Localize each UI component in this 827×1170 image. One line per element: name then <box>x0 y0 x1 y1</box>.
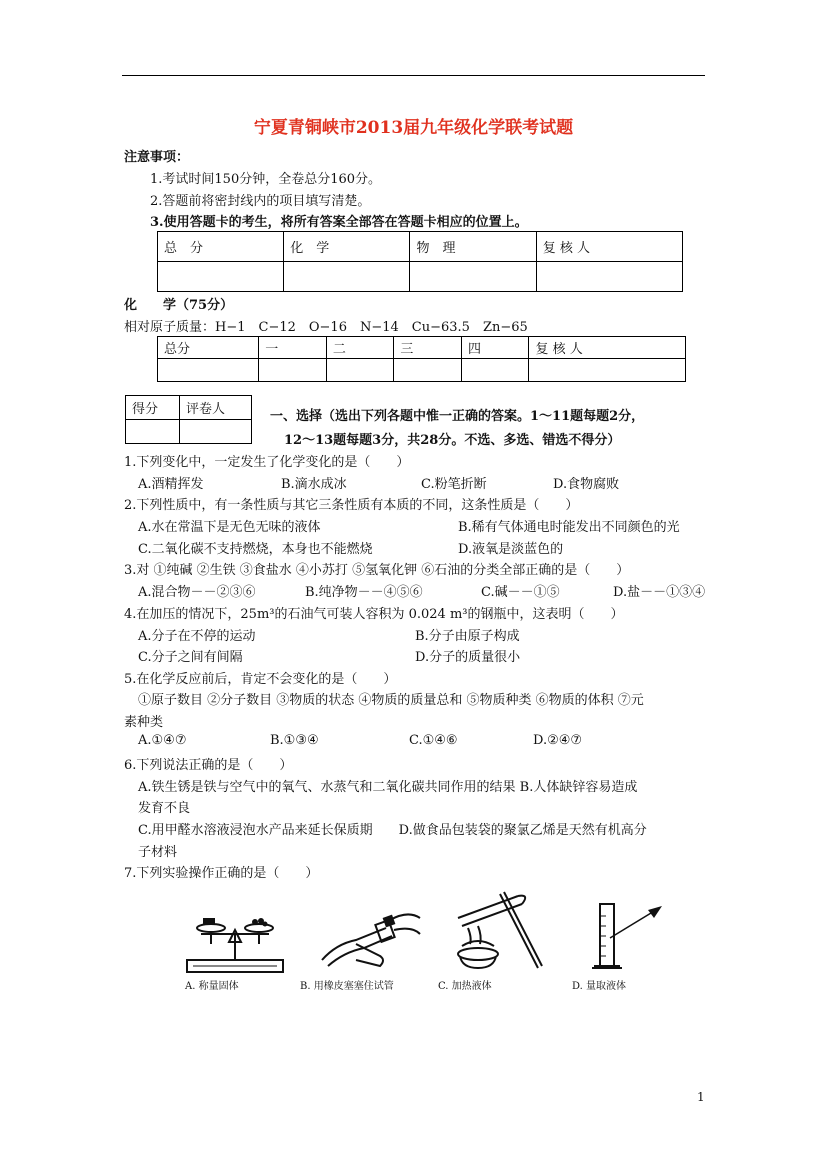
option[interactable]: A.混合物－－②③⑥ <box>138 585 256 600</box>
score-cell[interactable] <box>461 359 529 382</box>
score-header: 二 <box>326 337 394 359</box>
option[interactable]: A.水在常温下是无色无味的液体 <box>138 520 321 535</box>
score-header: 四 <box>461 337 529 359</box>
test-tube-stopper-figure <box>316 900 426 974</box>
notice-item: 3.使用答题卡的考生，将所有答案全部答在答题卡相应的位置上。 <box>150 215 528 230</box>
grader-header: 评卷人 <box>180 396 252 420</box>
section-label: 化 学（75分） <box>124 298 234 313</box>
option[interactable]: B.稀有气体通电时能发出不同颜色的光 <box>458 520 680 535</box>
notice-heading: 注意事项： <box>124 150 190 165</box>
option[interactable]: A.分子在不停的运动 <box>138 629 256 644</box>
score-cell[interactable] <box>284 262 410 292</box>
notice-item: 1.考试时间150分钟，全卷总分160分。 <box>150 172 382 187</box>
measuring-cylinder-figure <box>590 896 666 974</box>
page-number: 1 <box>697 1090 705 1104</box>
option-cont: 子材料 <box>138 845 178 860</box>
option[interactable]: A.①④⑦ <box>138 733 187 748</box>
question-4: 4.在加压的情况下，25m³的石油气可装人容积为 0.024 m³的钢瓶中，这表明（ ） <box>124 607 624 622</box>
option[interactable]: D.食物腐败 <box>553 477 620 492</box>
score-cell[interactable] <box>158 262 284 292</box>
option[interactable]: C.粉笔折断 <box>421 477 487 492</box>
option[interactable]: D.液氧是淡蓝色的 <box>458 542 564 557</box>
option[interactable]: D.分子的质量很小 <box>415 650 521 665</box>
top-rule <box>122 75 705 76</box>
question-5-items-cont: 素种类 <box>124 715 164 730</box>
figure-caption-d: D. 量取液体 <box>572 981 627 992</box>
score-header: 一 <box>259 337 327 359</box>
score-cell[interactable] <box>394 359 462 382</box>
option[interactable]: D.②④⑦ <box>533 733 583 748</box>
balance-figure <box>183 908 293 976</box>
part1-heading-cont: 12～13题每题3分，共28分。不选、多选、错选不得分） <box>284 433 621 448</box>
question-6: 6.下列说法正确的是（ ） <box>124 758 293 773</box>
score-header: 化 学 <box>284 232 410 262</box>
score-header: 三 <box>394 337 462 359</box>
figure-caption-a: A. 称量固体 <box>185 981 239 992</box>
grader-cell[interactable] <box>180 420 252 444</box>
option[interactable]: B.分子由原子构成 <box>415 629 520 644</box>
score-header: 复 核 人 <box>536 232 682 262</box>
score-table-total <box>157 231 683 292</box>
page-title: 宁夏青铜峡市2013届九年级化学联考试题 <box>253 118 574 138</box>
option-cont: 发育不良 <box>138 801 191 816</box>
question-5: 5.在化学反应前后，肯定不会变化的是（ ） <box>124 672 397 687</box>
score-header: 复 核 人 <box>529 337 686 359</box>
grader-cell[interactable] <box>126 420 180 444</box>
grader-header: 得分 <box>126 396 180 420</box>
option[interactable]: D.盐－－①③④ <box>613 585 706 600</box>
grader-table <box>125 395 252 444</box>
score-cell[interactable] <box>529 359 686 382</box>
figure-caption-b: B. 用橡皮塞塞住试管 <box>300 981 394 992</box>
option[interactable]: B.滴水成冰 <box>281 477 347 492</box>
option[interactable]: A.铁生锈是铁与空气中的氧气、水蒸气和二氧化碳共同作用的结果 B.人体缺锌容易造成 <box>138 780 638 795</box>
option[interactable]: B.纯净物－－④⑤⑥ <box>305 585 423 600</box>
score-cell[interactable] <box>410 262 536 292</box>
option[interactable]: C.分子之间有间隔 <box>138 650 243 665</box>
option[interactable]: C.用甲醛水溶液浸泡水产品来延长保质期 D.做食品包装袋的聚氯乙烯是天然有机高分 <box>138 823 647 838</box>
question-7: 7.下列实验操作正确的是（ ） <box>124 866 319 881</box>
option[interactable]: A.酒精挥发 <box>138 477 204 492</box>
score-header: 物 理 <box>410 232 536 262</box>
question-2: 2.下列性质中，有一条性质与其它三条性质有本质的不同，这条性质是（ ） <box>124 498 579 513</box>
notice-item: 2.答题前将密封线内的项目填写清楚。 <box>150 194 371 209</box>
score-cell[interactable] <box>259 359 327 382</box>
atomic-mass: 相对原子质量：H−1 C−12 O−16 N−14 Cu−63.5 Zn−65 <box>124 320 528 335</box>
score-table-parts <box>157 336 686 382</box>
part1-heading: 一、选择（选出下列各题中惟一正确的答案。1～11题每题2分， <box>270 409 645 424</box>
option[interactable]: C.二氧化碳不支持燃烧，本身也不能燃烧 <box>138 542 373 557</box>
option[interactable]: B.①③④ <box>270 733 319 748</box>
question-1: 1.下列变化中，一定发生了化学变化的是（ ） <box>124 455 410 470</box>
option[interactable]: C.①④⑥ <box>409 733 458 748</box>
score-cell[interactable] <box>536 262 682 292</box>
question-5-items: ①原子数目 ②分子数目 ③物质的状态 ④物质的质量总和 ⑤物质种类 ⑥物质的体积 ⑦元 <box>138 693 644 708</box>
figure-caption-c: C. 加热液体 <box>438 981 492 992</box>
score-header: 总 分 <box>158 232 284 262</box>
question-3: 3.对 ①纯碱 ②生铁 ③食盐水 ④小苏打 ⑤氢氧化钾 ⑥石油的分类全部正确的是（ ） <box>124 563 630 578</box>
score-cell[interactable] <box>326 359 394 382</box>
option[interactable]: C.碱－－①⑤ <box>481 585 560 600</box>
score-header: 总分 <box>158 337 259 359</box>
heating-liquid-figure <box>438 888 544 974</box>
score-cell[interactable] <box>158 359 259 382</box>
